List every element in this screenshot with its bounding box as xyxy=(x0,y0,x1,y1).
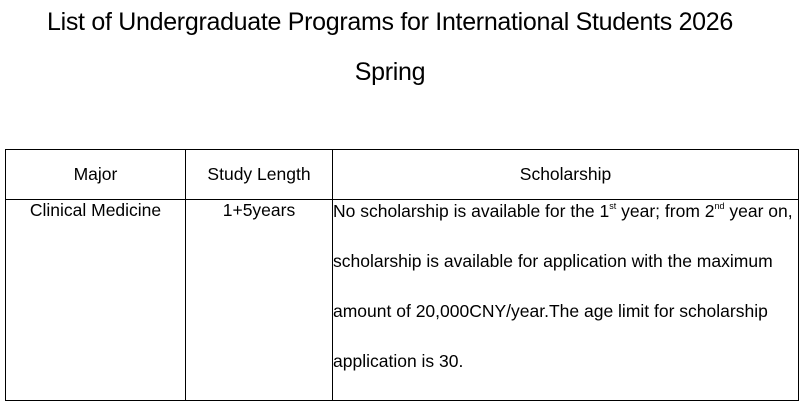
column-header-study-length: Study Length xyxy=(186,150,333,200)
cell-scholarship xyxy=(333,200,799,401)
column-header-scholarship: Scholarship xyxy=(333,150,799,200)
scholarship-text-part3: year on, scholarship is available for application with the maximum amount of 20,000CNY/year.The age limit for scholarship application is 30. xyxy=(333,201,793,371)
cell-study-length: 1+5years xyxy=(186,200,333,401)
programs-table xyxy=(5,149,799,401)
scholarship-text-part2: year; from 2 xyxy=(616,201,715,221)
cell-major: Clinical Medicine xyxy=(6,200,186,401)
scholarship-text xyxy=(333,186,798,386)
column-header-major: Major xyxy=(6,150,186,200)
page-title: List of Undergraduate Programs for International Students 2026 xyxy=(47,8,733,36)
table-row xyxy=(6,200,799,401)
scholarship-text-part1: No scholarship is available for the 1 xyxy=(333,201,610,221)
ordinal-suffix-second: nd xyxy=(714,201,725,211)
page-title-continued: Spring xyxy=(354,58,426,86)
ordinal-suffix-first: st xyxy=(609,201,617,211)
